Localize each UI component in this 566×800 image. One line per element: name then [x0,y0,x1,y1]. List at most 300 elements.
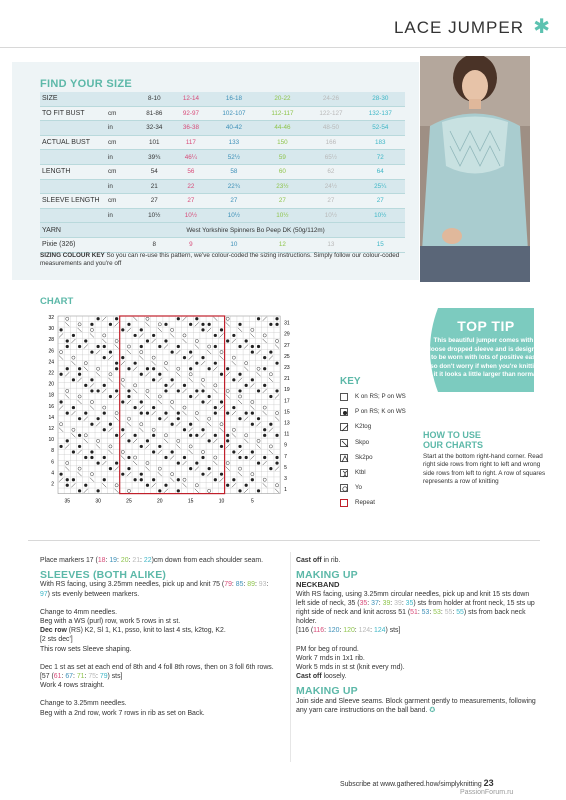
purl-dot [66,478,69,481]
purl-dot [66,367,69,370]
purl-dot [140,445,143,448]
purl-dot [245,456,248,459]
row-label-left: 16 [48,403,54,410]
size-cell: 10½ [173,208,210,223]
sizing-colour-key [40,252,410,269]
howto-text: Start at the bottom right-hand corner. Read right side rows from right to left and wrong side rows from left to right. A row of squares represents a row of knitting [423,453,546,486]
purl-dot [220,473,223,476]
row-unit: cm [106,194,136,209]
purl-dot [78,445,81,448]
purl-dot [171,450,174,453]
row-unit: in [106,179,136,194]
size-cell: 46¼ [173,150,210,165]
size-cell: 23½ [259,179,307,194]
size-row [40,179,405,194]
purl-dot [164,323,167,326]
row-label-left: 20 [48,381,54,388]
purl-dot [164,389,167,392]
row-label-right: 23 [284,364,290,371]
purl-dot [195,362,198,365]
neckband-p4: Work 7 rnds in 1x1 rib. [296,654,365,662]
column-label: 20 [157,498,163,505]
purl-dot [59,328,62,331]
purl-dot [84,484,87,487]
yarn-row [40,223,405,238]
header-divider [0,47,566,48]
dot-icon [340,408,348,416]
purl-dot [251,478,254,481]
purl-dot [232,450,235,453]
row-unit: cm [106,106,136,121]
purl-dot [115,461,118,464]
purl-dot [84,412,87,415]
row-label [40,208,106,223]
purl-dot [220,373,223,376]
size-cell: 10½ [356,208,405,223]
purl-dot [90,323,93,326]
purl-dot [103,456,106,459]
purl-dot [66,484,69,487]
purl-dot [177,417,180,420]
size-cell: 39¾ [136,150,173,165]
size-cell: 101 [136,135,173,150]
purl-dot [171,423,174,426]
purl-dot [263,434,266,437]
sleeves-p6: This row sets Sleeve shaping. [40,645,132,653]
purl-dot [189,434,192,437]
row-label-right: 19 [284,387,290,394]
top-tip-text: This beautiful jumper comes with a loose dropped sleeve and is designed to be worn with lots of positive ease, so don't worry if when you're knitting it it looks a little larger than normal [429,337,543,378]
row-label: SLEEVE LENGTH [40,194,106,209]
purl-dot [59,400,62,403]
purl-dot [103,384,106,387]
purl-dot [238,445,241,448]
size-cell: 54 [136,164,173,179]
star-icon: ✱ [533,16,550,38]
size-cell: 102-107 [209,106,258,121]
size-row [40,164,405,179]
size-row [40,208,405,223]
purl-dot [269,323,272,326]
size-cell: 22¾ [209,179,258,194]
size-cell: 27 [306,194,355,209]
size-cell: 117 [173,135,210,150]
sleeves-p7: Dec 1 st as set at each end of 8th and 4 foll 8th rows, then on 3 foll 6th rows. [57 (61: 67: 71: 75: 79) sts] [40,663,274,681]
purl-dot [177,461,180,464]
slash-left-icon [340,439,348,447]
row-label-right: 27 [284,342,290,349]
purl-dot [97,317,100,320]
purl-dot [189,350,192,353]
neckband-p3: PM for beg of round. [296,645,359,653]
key-label: Ktbl [355,469,366,476]
size-cell: 59 [259,150,307,165]
purl-dot [275,434,278,437]
purl-dot [90,350,93,353]
size-cell: 12-14 [173,92,210,106]
purl-dot [251,412,254,415]
purl-dot [275,389,278,392]
size-cell: 10½ [136,208,173,223]
purl-dot [158,345,161,348]
purl-dot [189,395,192,398]
pixie-label: Pixie (326) [40,237,136,252]
purl-dot [72,450,75,453]
size-cell: 27 [356,194,405,209]
purl-dot [164,384,167,387]
purl-dot [158,445,161,448]
size-cell: 48-50 [306,121,355,136]
size-row [40,194,405,209]
purl-dot [134,478,137,481]
purl-dot [214,334,217,337]
size-cell: 10½ [259,208,307,223]
row-label-left: 30 [48,326,54,333]
purl-dot [183,384,186,387]
row-label-left: 22 [48,370,54,377]
purl-dot [226,439,229,442]
purl-dot [90,378,93,381]
row-label: TO FIT BUST [40,106,106,121]
size-cell: 183 [356,135,405,150]
purl-dot [177,389,180,392]
end-icon: ✪ [429,706,436,714]
size-cell: 72 [356,150,405,165]
purl-dot [164,484,167,487]
size-cell: 27 [136,194,173,209]
purl-dot [90,450,93,453]
purl-dot [78,434,81,437]
purl-dot [226,339,229,342]
row-label-right: 17 [284,398,290,405]
size-row [40,150,405,165]
purl-dot [195,461,198,464]
pixie-cell: 8 [136,237,173,252]
purl-dot [158,489,161,492]
size-cell: 133 [209,135,258,150]
sleeves-title: SLEEVES (BOTH ALIKE) [40,569,167,582]
size-cell: 36-38 [173,121,210,136]
purl-dot [97,345,100,348]
purl-dot [72,478,75,481]
size-cell: 132-137 [356,106,405,121]
purl-dot [263,356,266,359]
size-cell: 62 [306,164,355,179]
row-label-right: 15 [284,409,290,416]
purl-dot [214,478,217,481]
purl-dot [146,484,149,487]
purl-dot [214,362,217,365]
purl-dot [214,412,217,415]
purl-dot [208,367,211,370]
purl-dot [97,461,100,464]
purl-dot [263,428,266,431]
row-label-left: 12 [48,426,54,432]
size-cell: 25¼ [356,179,405,194]
purl-dot [201,323,204,326]
key-label: K2tog [355,423,372,431]
purl-dot [189,367,192,370]
right-column [296,556,536,715]
arrow-up-icon [340,454,348,462]
purl-dot [232,478,235,481]
size-cell: 60 [259,164,307,179]
row-unit [106,92,136,106]
howto-title [423,430,483,450]
purl-dot [152,334,155,337]
purl-dot [90,456,93,459]
purl-dot [158,373,161,376]
purl-dot [115,389,118,392]
row-label-left: 2 [51,481,54,488]
pixie-cell: 10 [209,237,258,252]
pixie-cell: 9 [173,237,210,252]
sleeves-p9: Change to 3.25mm needles. [40,700,127,708]
neckband-title: NECKBAND [296,580,340,590]
purl-dot [84,456,87,459]
size-cell: 58 [209,164,258,179]
purl-dot [183,356,186,359]
purl-dot [189,423,192,426]
purl-dot [201,456,204,459]
neckband-p5: Work 5 rnds in st st (knit every rnd). [296,664,405,672]
purl-dot [263,456,266,459]
purl-dot [127,323,130,326]
empty-square-icon [340,393,348,401]
howto-title-line2: OUR CHARTS [423,440,483,450]
row-label-right: 25 [284,353,290,360]
size-row [40,135,405,150]
size-cell: 27 [259,194,307,209]
key-label: SIZING COLOUR KEY [40,252,105,259]
slash-right-icon [340,423,348,431]
size-cell: 8-10 [136,92,173,106]
purl-dot [208,439,211,442]
purl-dot [90,389,93,392]
purl-dot [66,345,69,348]
pixie-row [40,237,405,252]
sleeves-p2: Change to 4mm needles. [40,608,117,616]
pixie-cell: 15 [356,237,405,252]
purl-dot [164,456,167,459]
size-cell: 52½ [209,150,258,165]
purl-dot [257,461,260,464]
circle-icon [340,484,348,492]
purl-dot [177,317,180,320]
purl-dot [171,378,174,381]
purl-dot [177,478,180,481]
size-cell: 28-30 [356,92,405,106]
row-label-right: 9 [284,442,287,449]
purl-dot [275,461,278,464]
row-label-right: 31 [284,320,290,327]
purl-dot [251,378,254,381]
purl-dot [103,428,106,431]
purl-dot [251,423,254,426]
sleeves-p5: [2 sts dec'] [40,636,73,644]
row-unit: in [106,121,136,136]
purl-dot [103,412,106,415]
purl-dot [152,406,155,409]
purl-dot [214,406,217,409]
purl-dot [201,328,204,331]
purl-dot [134,406,137,409]
purl-dot [78,373,81,376]
knitting-chart [40,310,302,516]
row-label: ACTUAL BUST [40,135,106,150]
purl-dot [245,339,248,342]
purl-dot [109,350,112,353]
size-cell: 32-34 [136,121,173,136]
purl-dot [78,345,81,348]
purl-dot [238,417,241,420]
key-title: KEY [340,376,361,387]
row-label-left: 18 [48,392,54,399]
size-cell: 20-22 [259,92,307,106]
purl-dot [220,400,223,403]
purl-dot [127,395,130,398]
size-cell: 16-18 [209,92,258,106]
purl-dot [232,334,235,337]
purl-dot [152,434,155,437]
purl-dot [97,389,100,392]
purl-dot [201,389,204,392]
purl-dot [201,428,204,431]
purl-dot [140,328,143,331]
model-photo [420,56,530,282]
neckband-p6: Cast off loosely. [296,673,347,681]
column-label: 30 [95,498,101,505]
key-label: K on RS; P on WS [355,393,406,400]
purl-dot [226,434,229,437]
key-label: Sk2po [355,453,373,461]
column-label: 10 [218,498,225,505]
purl-dot [109,423,112,426]
size-row [40,92,405,106]
purl-dot [134,434,137,437]
purl-dot [78,489,81,492]
purl-dot [103,345,106,348]
size-cell: 122-127 [306,106,355,121]
purl-dot [127,467,130,470]
purl-dot [72,334,75,337]
purl-dot [177,489,180,492]
purl-dot [269,350,272,353]
purl-dot [177,412,180,415]
purl-dot [208,395,211,398]
size-cell: 166 [306,135,355,150]
row-label [40,179,106,194]
size-cell: 81-86 [136,106,173,121]
purl-dot [97,417,100,420]
purl-dot [214,345,217,348]
purl-dot [195,317,198,320]
row-unit: cm [106,164,136,179]
row-label-left: 28 [48,337,54,344]
sleeves-p8: Work 4 rows straight. [40,682,105,690]
key-label: Repeat [355,499,375,507]
purl-dot [263,384,266,387]
purl-dot [152,478,155,481]
size-cell: 44-46 [259,121,307,136]
purl-dot [226,412,229,415]
neckband-p2: [116 (116: 120: 120: 124: 124) sts] [296,627,401,635]
purl-dot [134,334,137,337]
purl-dot [127,389,130,392]
key-text: So you can re-use this pattern, we've colour-coded the sizing instructions. Simply follow our colour-coded measurements and you're off [40,252,400,268]
row-unit: in [106,150,136,165]
size-row [40,106,405,121]
sleeves-p3: Beg with a WS (purl) row, work 5 rows in st st. [40,618,181,626]
row-label-right: 5 [284,464,287,471]
purl-dot [238,323,241,326]
row-label-left: 10 [48,437,54,444]
purl-dot [66,439,69,442]
size-cell: 150 [259,135,307,150]
purl-dot [245,484,248,487]
purl-dot [140,412,143,415]
purl-dot [109,467,112,470]
left-column [40,556,280,718]
purl-dot [275,456,278,459]
section-divider [28,540,540,541]
purl-dot [232,378,235,381]
purl-dot [115,317,118,320]
row-label-left: 26 [48,348,54,355]
row-label-left: 24 [48,359,54,366]
chart-title: CHART [40,296,74,307]
purl-dot [158,417,161,420]
size-cell: 24½ [306,179,355,194]
size-cell: 10½ [306,208,355,223]
purl-dot [238,489,241,492]
purl-dot [269,423,272,426]
purl-dot [208,323,211,326]
row-label: LENGTH [40,164,106,179]
key-label: Yo [355,484,362,492]
row-label-left: 4 [51,470,54,477]
purl-dot [134,362,137,365]
column-label: 15 [187,498,194,505]
key-label: P on RS; K on WS [355,408,406,416]
purl-dot [103,356,106,359]
row-label-left: 8 [51,448,54,455]
purl-dot [140,345,143,348]
purl-dot [201,356,204,359]
size-cell: 27 [173,194,210,209]
size-cell: 56 [173,164,210,179]
purl-dot [146,339,149,342]
top-tip-title: TOP TIP [457,318,515,334]
purl-dot [220,328,223,331]
purl-dot [121,356,124,359]
size-table [40,92,405,253]
purl-dot [127,439,130,442]
yarn-label: YARN [40,223,106,238]
purl-dot [251,350,254,353]
row-label [40,150,106,165]
footer-text[interactable]: Subscribe at www.gathered.how/simplyknitting [340,781,482,788]
purl-dot [109,395,112,398]
purl-dot [59,473,62,476]
purl-dot [251,450,254,453]
purl-dot [238,389,241,392]
purl-dot [66,339,69,342]
purl-dot [121,428,124,431]
page-title: LACE JUMPER [393,18,524,37]
row-label: SIZE [40,92,106,106]
twist-icon [340,469,348,477]
